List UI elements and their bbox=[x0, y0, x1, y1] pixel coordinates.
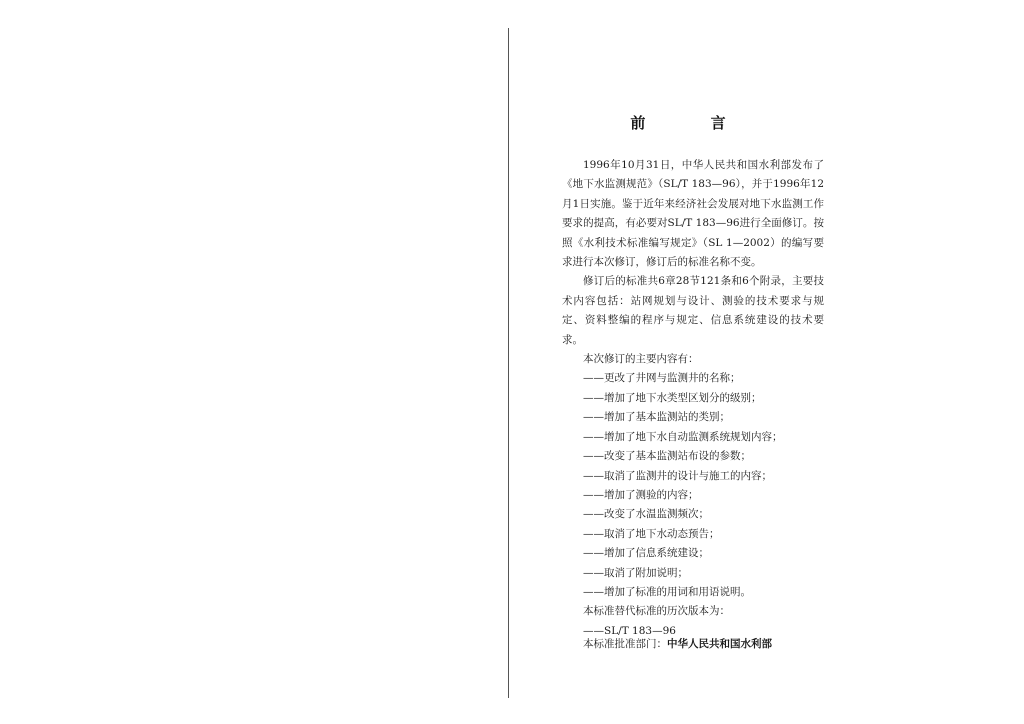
approval-line bbox=[562, 636, 824, 651]
revision-item-2: ——增加了地下水类型区划分的级别； bbox=[583, 391, 762, 404]
revision-item-3: ——增加了基本监测站的类别； bbox=[583, 411, 730, 424]
revision-item-10: ——增加了信息系统建设； bbox=[583, 547, 709, 560]
revision-item-9: ——取消了地下水动态预告； bbox=[583, 527, 720, 540]
revision-item-11: ——取消了附加说明； bbox=[583, 566, 688, 579]
page-title: 前 言 bbox=[630, 114, 756, 132]
paragraph-1: 1996年10月31日，中华人民共和国水利部发布了《地下水监测规范》（SL/T 183—96），并于1996年12月1日实施。鉴于近年来经济社会发展对地下水监测工作要求的提高，有必要对SL/T 183—96进行全面修订。按照《水利技术标准编写规定》（SL 1—2002）的编写要求进行本次修订，修订后的标准名称不变。 bbox=[562, 159, 824, 269]
left-blank-page bbox=[0, 0, 508, 724]
approval-org: 中华人民共和国水利部 bbox=[667, 638, 772, 650]
revision-item-4: ——增加了地下水自动监测系统规划内容； bbox=[583, 430, 783, 443]
revision-item-1: ——更改了井网与监测井的名称； bbox=[583, 372, 741, 385]
paragraph-3: 本次修订的主要内容有： bbox=[583, 353, 699, 366]
history-item-1: ——SL/T 183—96 bbox=[583, 624, 676, 637]
revision-item-5: ——改变了基本监测站布设的参数； bbox=[583, 450, 751, 463]
preface-body bbox=[562, 156, 824, 641]
approval-label: 本标准批准部门： bbox=[583, 638, 667, 650]
paragraph-2: 修订后的标准共6章28节121条和6个附录，主要技术内容包括：站网规划与设计、测验的技术要求与规定、资料整编的程序与规定、信息系统建设的技术要求。 bbox=[562, 275, 824, 346]
revision-item-6: ——取消了监测井的设计与施工的内容； bbox=[583, 469, 772, 482]
revision-item-7: ——增加了测验的内容； bbox=[583, 488, 699, 501]
history-intro: 本标准替代标准的历次版本为： bbox=[583, 605, 730, 618]
revision-item-8: ——改变了水温监测频次； bbox=[583, 508, 709, 521]
revision-item-12: ——增加了标准的用词和用语说明。 bbox=[583, 585, 751, 598]
